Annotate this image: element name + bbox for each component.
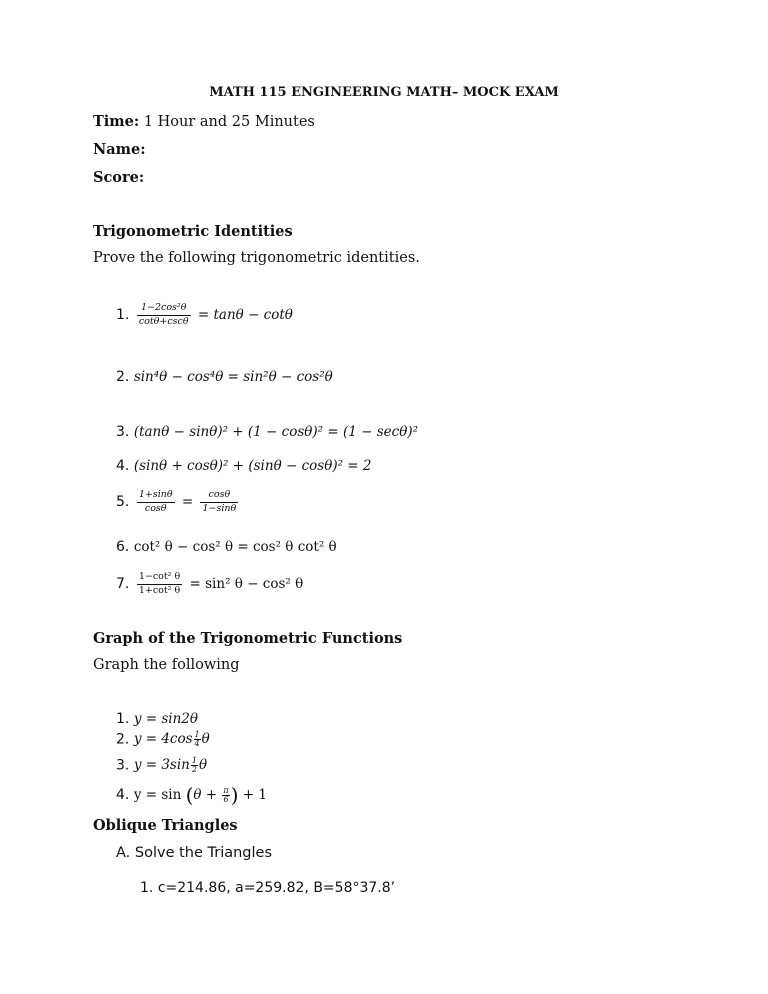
- time-value: 1 Hour and 25 Minutes: [143, 114, 315, 130]
- score-label: Score:: [93, 169, 145, 186]
- inner-expression: θ +: [193, 787, 218, 803]
- fraction: [191, 757, 198, 775]
- name-label: Name:: [93, 141, 146, 158]
- identity-item-4: [116, 458, 372, 474]
- section-heading-oblique: Oblique Triangles: [93, 817, 238, 834]
- function-expression: y = sin2θ: [133, 711, 198, 727]
- function-suffix: + 1: [242, 787, 267, 803]
- item-number: 3.: [116, 757, 130, 774]
- denominator: 1+cot² θ: [138, 584, 181, 596]
- numerator: cosθ: [200, 490, 238, 503]
- instruction-identities: Prove the following trigonometric identities.: [93, 250, 420, 266]
- oblique-problem-1: [140, 880, 395, 896]
- graph-item-3: [116, 757, 207, 775]
- time-line: [93, 113, 315, 130]
- numerator: 1+sinθ: [137, 490, 175, 503]
- rhs-expression: = sin² θ − cos² θ: [189, 575, 304, 592]
- numerator: 1−2cos²θ: [137, 303, 191, 316]
- item-number: 5.: [116, 493, 130, 510]
- numerator: 1: [194, 730, 200, 739]
- fraction: [137, 490, 175, 515]
- numerator: 1−cot² θ: [137, 572, 182, 585]
- denominator: 1−sinθ: [202, 502, 237, 514]
- numerator: 1: [191, 756, 197, 765]
- denominator: cosθ: [144, 502, 167, 514]
- item-number: 2.: [116, 731, 130, 748]
- time-label: Time:: [93, 113, 140, 130]
- item-number: 7.: [116, 575, 130, 592]
- function-suffix: θ: [201, 731, 210, 748]
- graph-item-2: [116, 731, 210, 749]
- function-prefix: y = sin: [133, 787, 182, 803]
- fraction: [137, 572, 182, 597]
- denominator: 6: [223, 795, 229, 804]
- identity-item-5: 5. $\frac{1+\sin\theta}{\cos\theta}$ = $\frac{\cos\theta}{1-\sin\theta}$: [116, 489, 237, 514]
- graph-item-4: 4. y = sin (θ + $\frac{\pi}{6}$ ) + 1: [116, 783, 267, 807]
- item-number: 4.: [116, 787, 130, 803]
- item-number: 1.: [116, 306, 130, 323]
- denominator: 4: [194, 739, 200, 749]
- item-number: 3.: [116, 424, 130, 440]
- subsection-label: A.: [116, 845, 131, 861]
- function-prefix: y = 3sin: [133, 757, 190, 774]
- section-heading-graphs: Graph of the Trigonometric Functions: [93, 630, 403, 647]
- identity-expression: (sinθ + cosθ)² + (sinθ − cosθ)² = 2: [133, 458, 372, 474]
- function-prefix: y = 4cos: [133, 731, 193, 748]
- page-title: MATH 115 ENGINEERING MATH– MOCK EXAM: [209, 85, 559, 100]
- denominator: cotθ+cscθ: [138, 315, 189, 327]
- fraction: [137, 303, 191, 328]
- rhs-expression: = tanθ − cotθ: [197, 306, 293, 323]
- item-number: 1.: [116, 711, 130, 727]
- item-number: 6.: [116, 539, 130, 555]
- identity-item-1: [116, 303, 293, 328]
- identity-item-7: [116, 572, 303, 597]
- graph-item-1: [116, 711, 198, 727]
- problem-text: c=214.86, a=259.82, B=58°37.8’: [157, 880, 396, 896]
- item-number: 1.: [140, 880, 154, 896]
- fraction: [194, 731, 201, 749]
- subsection-text: Solve the Triangles: [134, 845, 273, 861]
- identity-expression: sin⁴θ − cos⁴θ = sin²θ − cos²θ: [133, 369, 333, 385]
- denominator: 2: [191, 765, 197, 775]
- score-line: [93, 169, 144, 186]
- function-suffix: θ: [198, 757, 208, 774]
- numerator: π: [223, 785, 229, 795]
- identity-item-2: [116, 369, 333, 385]
- identity-expression: (tanθ − sinθ)² + (1 − cosθ)² = (1 − secθ)²: [133, 424, 419, 440]
- identity-item-3: [116, 424, 418, 440]
- name-line: [93, 141, 146, 158]
- instruction-graphs: Graph the following: [93, 657, 240, 673]
- item-number: 4.: [116, 458, 130, 474]
- section-heading-identities: Trigonometric Identities: [93, 223, 293, 240]
- identity-expression: cot² θ − cos² θ = cos² θ cot² θ: [133, 539, 337, 555]
- fraction: [200, 490, 238, 515]
- fraction: [222, 787, 229, 805]
- item-number: 2.: [116, 369, 130, 385]
- oblique-subsection: [116, 845, 272, 861]
- identity-item-6: [116, 539, 337, 555]
